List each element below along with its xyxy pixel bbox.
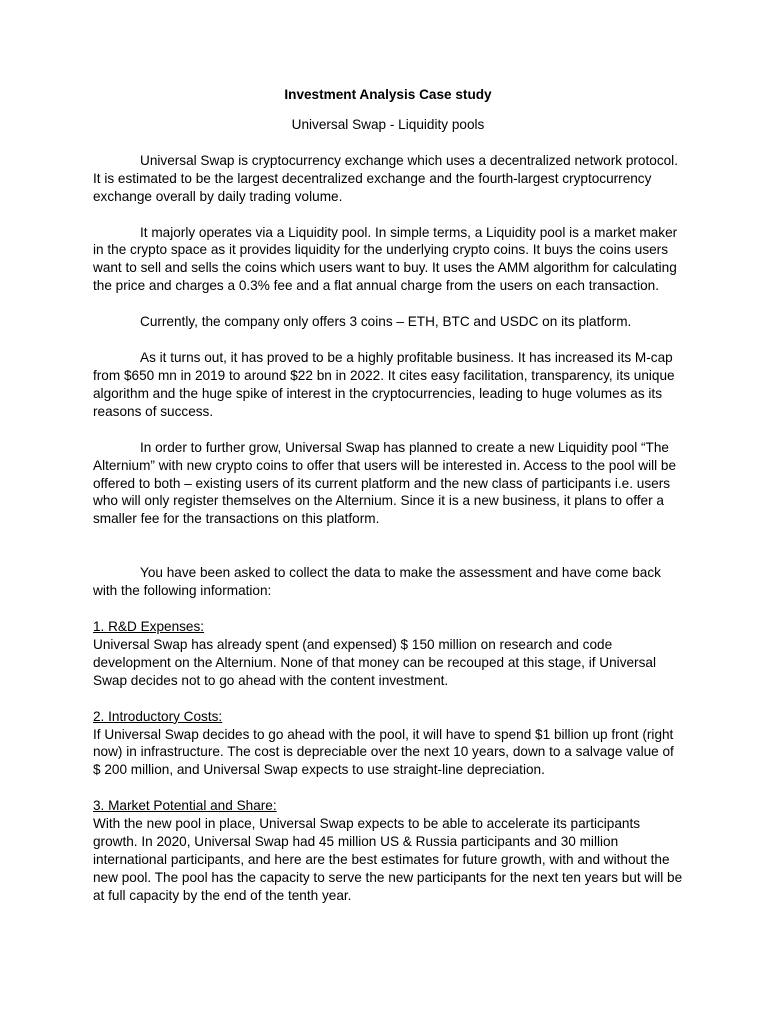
paragraph-assessment: You have been asked to collect the data to make the assessment and have come back with the following information: bbox=[93, 565, 661, 599]
section-heading: 1. R&D Expenses: bbox=[93, 619, 205, 635]
section-heading: 2. Introductory Costs: bbox=[93, 708, 223, 724]
paragraph-alternium: In order to further grow, Universal Swap has planned to create a new Liquidity pool “The Alternium” with new crypto coins to offer that users will be interested in. Access to the pool will be offered to both – existing users of its current platform and the new class of participants i.e. users who will only register themselves on the Alternium. Since it is a new business, it plans to offer a smaller fee for the transactions on this platform. bbox=[93, 439, 677, 527]
paragraph-liquidity-pool: It majorly operates via a Liquidity pool. In simple terms, a Liquidity pool is a market maker in the crypto space as it provides liquidity for the underlying crypto coins. It buys the coins users want to sell and sells the coins which users want to buy. It uses the AMM algorithm for calculating the price and charges a 0.3% fee and a flat annual charge from the users on each transaction. bbox=[93, 224, 678, 294]
paragraph-profitability: As it turns out, it has proved to be a highly profitable business. It has increased its M-cap from $650 mn in 2019 to around $22 bn in 2022. It cites easy facilitation, transparency, its unique algorithm and the huge spike of interest in the cryptocurrencies, leading to huge volumes as its reasons of success. bbox=[93, 350, 675, 419]
paragraph-intro: Universal Swap is cryptocurrency exchange which uses a decentralized network protocol. It is estimated to be the largest decentralized exchange and the fourth-largest cryptocurrency exchange overall by daily trading volume. bbox=[93, 152, 678, 204]
document-title: Investment Analysis Case study bbox=[284, 87, 492, 102]
document-page bbox=[93, 86, 683, 923]
section-body: With the new pool in place, Universal Swap expects to be able to accelerate its participants growth. In 2020, Universal Swap had 45 million US & Russia participants and 30 million international participants, and here are the best estimates for future growth, with and without the new pool. The pool has the capacity to serve the new participants for the next ten years but will be at full capacity by the end of the tenth year. bbox=[93, 816, 683, 903]
section-rd-expenses bbox=[93, 618, 683, 690]
section-market-potential bbox=[93, 797, 683, 904]
document-subtitle: Universal Swap - Liquidity pools bbox=[291, 116, 485, 132]
section-body: If Universal Swap decides to go ahead with the pool, it will have to spend $1 billion up front (right now) in infrastructure. The cost is depreciable over the next 10 years, down to a salvage value of $ 200 million, and Universal Swap expects to use straight-line depreciation. bbox=[93, 726, 674, 778]
paragraph-coins: Currently, the company only offers 3 coins – ETH, BTC and USDC on its platform. bbox=[140, 314, 632, 330]
section-introductory-costs bbox=[93, 708, 683, 780]
section-body: Universal Swap has already spent (and expensed) $ 150 million on research and code development on the Alternium. None of that money can be recouped at this stage, if Universal Swap decides not to go ahead with the content investment. bbox=[93, 636, 656, 688]
section-heading: 3. Market Potential and Share: bbox=[93, 798, 277, 814]
